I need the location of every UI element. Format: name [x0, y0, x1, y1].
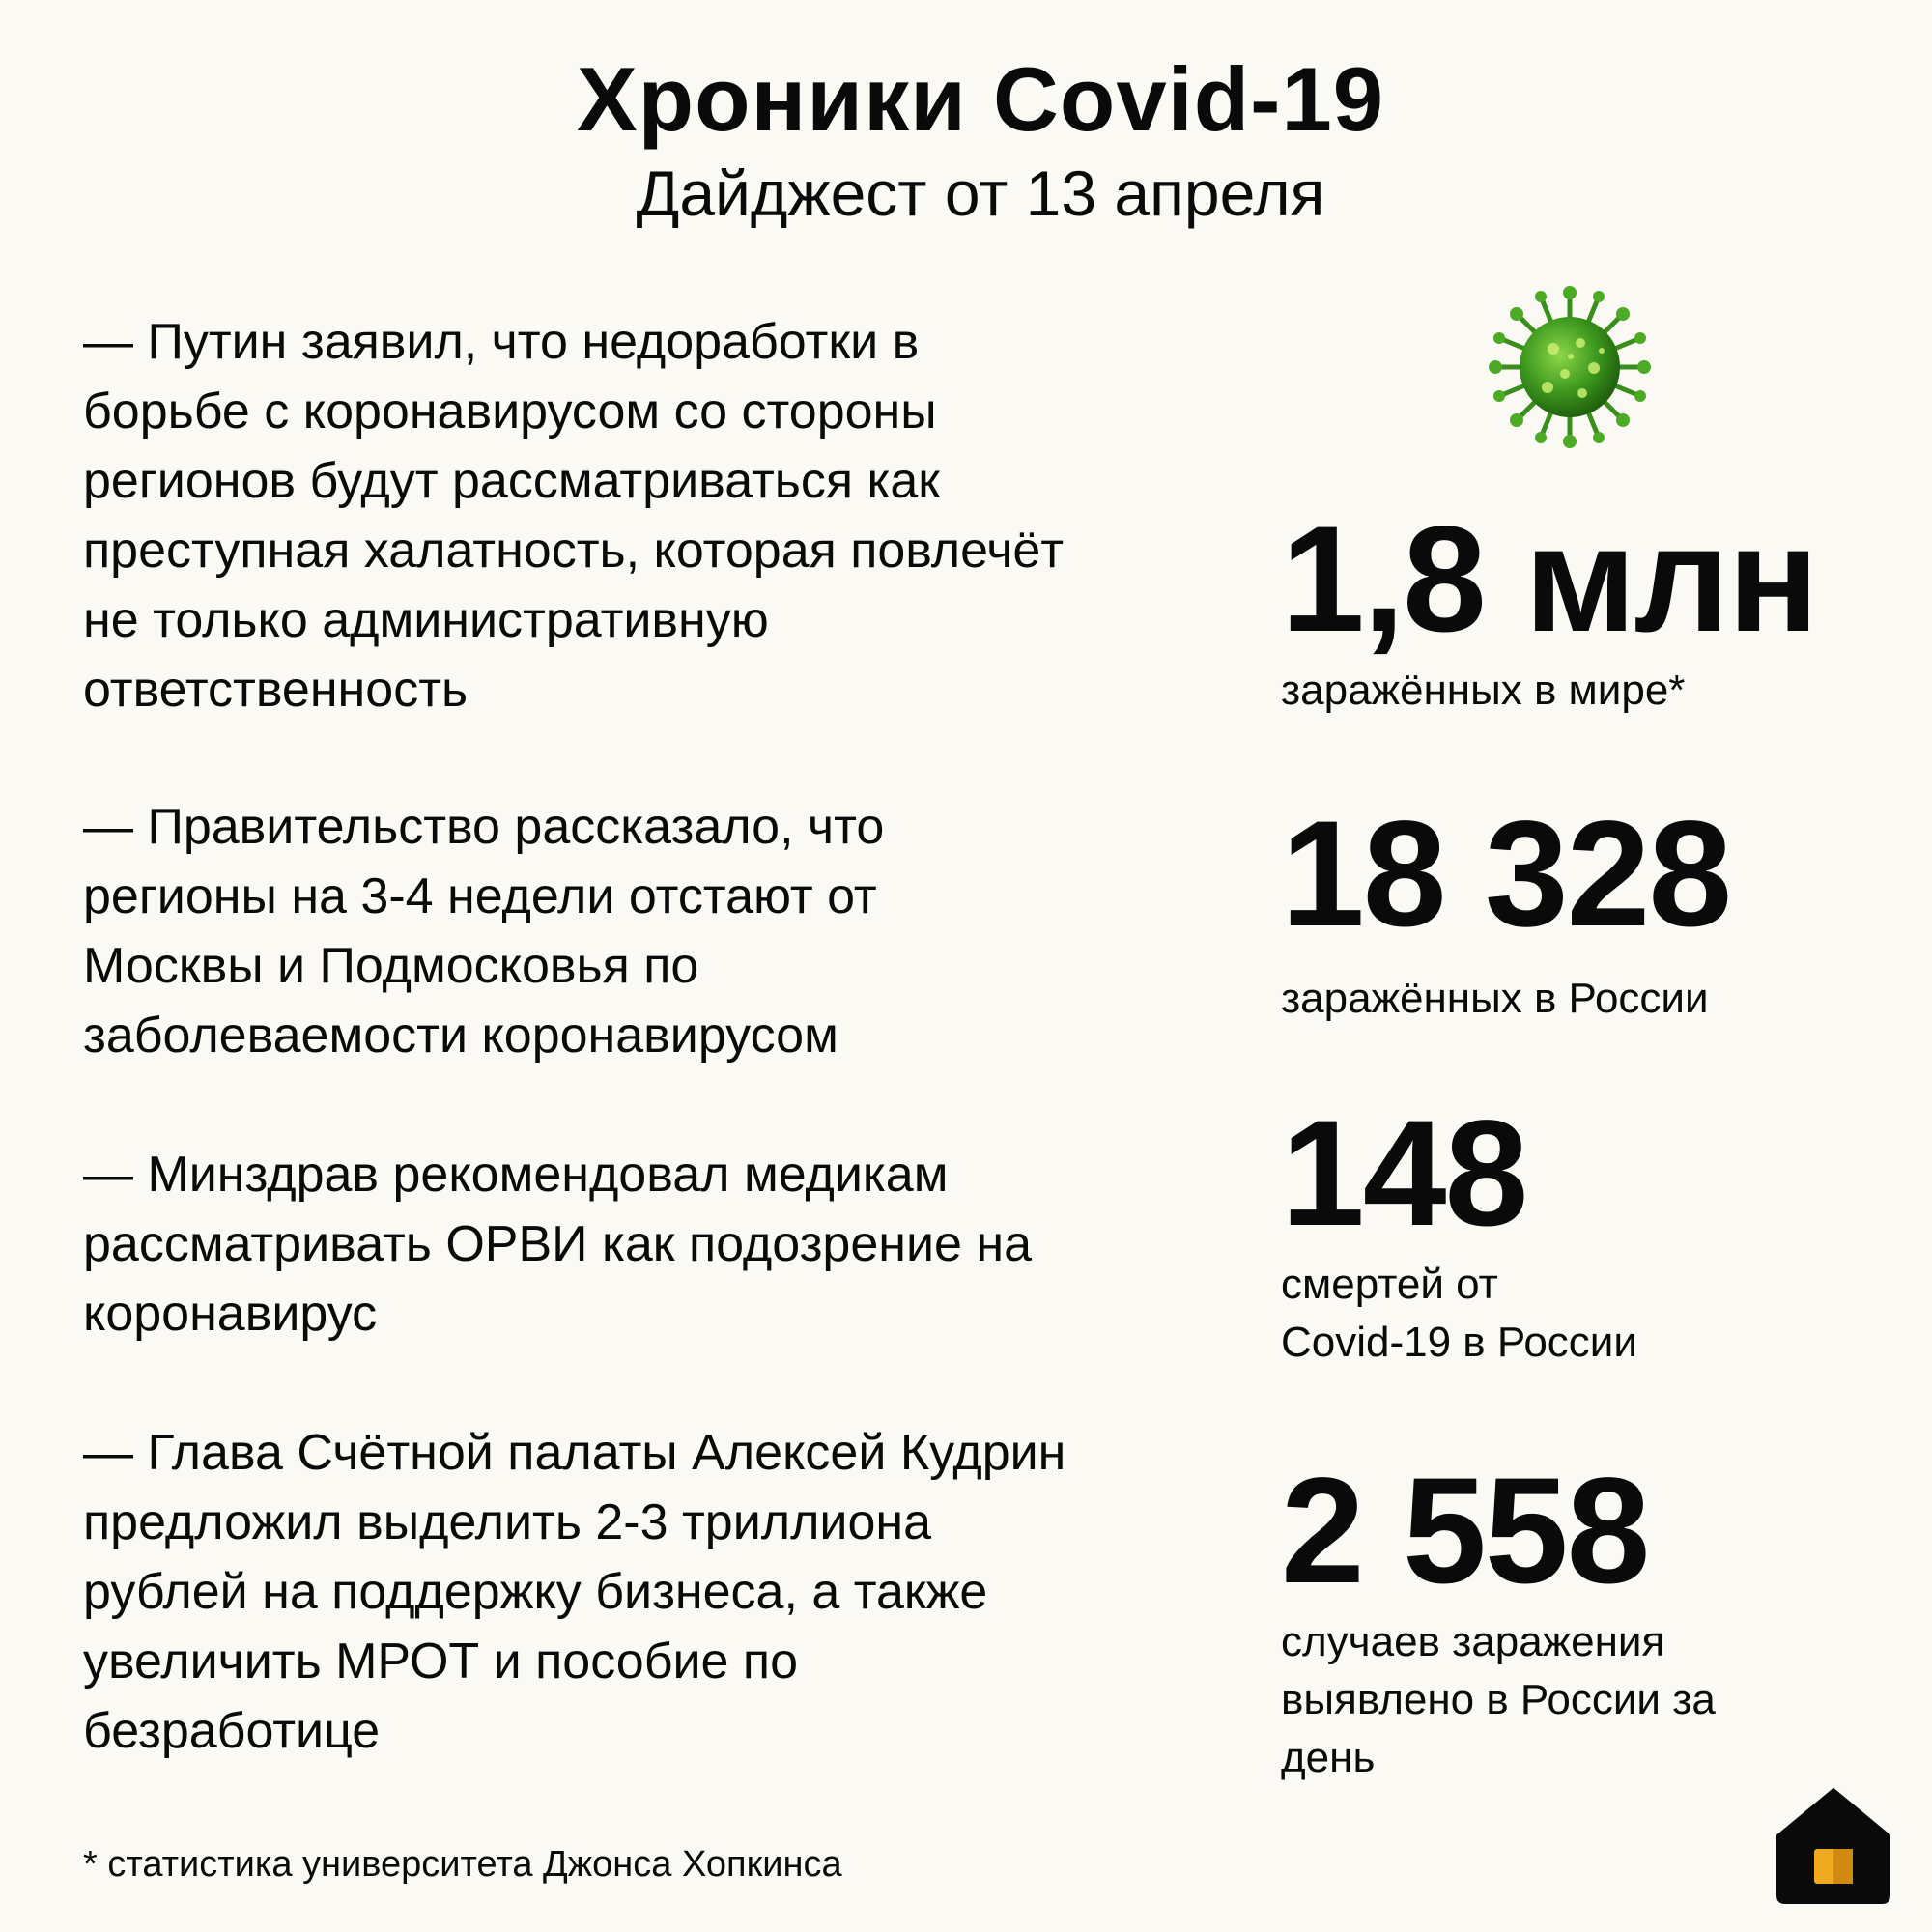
- header: [0, 46, 1932, 234]
- stat-russia-infected: [1281, 792, 1899, 1028]
- news-item-health-ministry: — Минздрав рекомендовал медикам рассматривать ОРВИ как подозрение на коронавирус: [83, 1147, 1033, 1342]
- house-logo-icon: [1776, 1787, 1891, 1905]
- stat-value: 148: [1281, 1090, 1527, 1258]
- stat-label: смертей от Covid-19 в России: [1281, 1261, 1637, 1366]
- stat-label: заражённых в мире*: [1281, 667, 1686, 714]
- news-item-government: — Правительство рассказало, что регионы на 3-4 недели отстают от Москвы и Подмосковья по заболеваемости коронавирусом: [83, 799, 885, 1064]
- stat-value: 1,8 млн: [1281, 496, 1817, 664]
- news-item-putin: — Путин заявил, что недоработки в борьбе с коронавирусом со стороны регионов будут рассматриваться как преступная халатность, которая повлечёт не только административную ответственность: [83, 314, 1065, 718]
- news-item-kudrin: — Глава Счётной палаты Алексей Кудрин предложил выделить 2-3 триллиона рублей на поддержку бизнеса, а также увеличить МРОТ и пособие по безработице: [83, 1425, 1066, 1759]
- coronavirus-icon: [1488, 285, 1652, 449]
- page-subtitle: Дайджест от 13 апреля: [636, 157, 1325, 229]
- footnote: * статистика университета Джонса Хопкинса: [83, 1844, 842, 1885]
- stat-label: заражённых в России: [1281, 975, 1709, 1022]
- stat-world-infected: [1281, 497, 1899, 720]
- stat-value: 18 328: [1281, 790, 1731, 958]
- stat-russia-daily-cases: [1281, 1449, 1899, 1787]
- stat-value: 2 558: [1281, 1447, 1649, 1615]
- stat-russia-deaths: [1281, 1092, 1899, 1372]
- page-title: Хроники Covid-19: [576, 48, 1385, 150]
- stat-label: случаев заражения выявлено в России за день: [1281, 1618, 1716, 1781]
